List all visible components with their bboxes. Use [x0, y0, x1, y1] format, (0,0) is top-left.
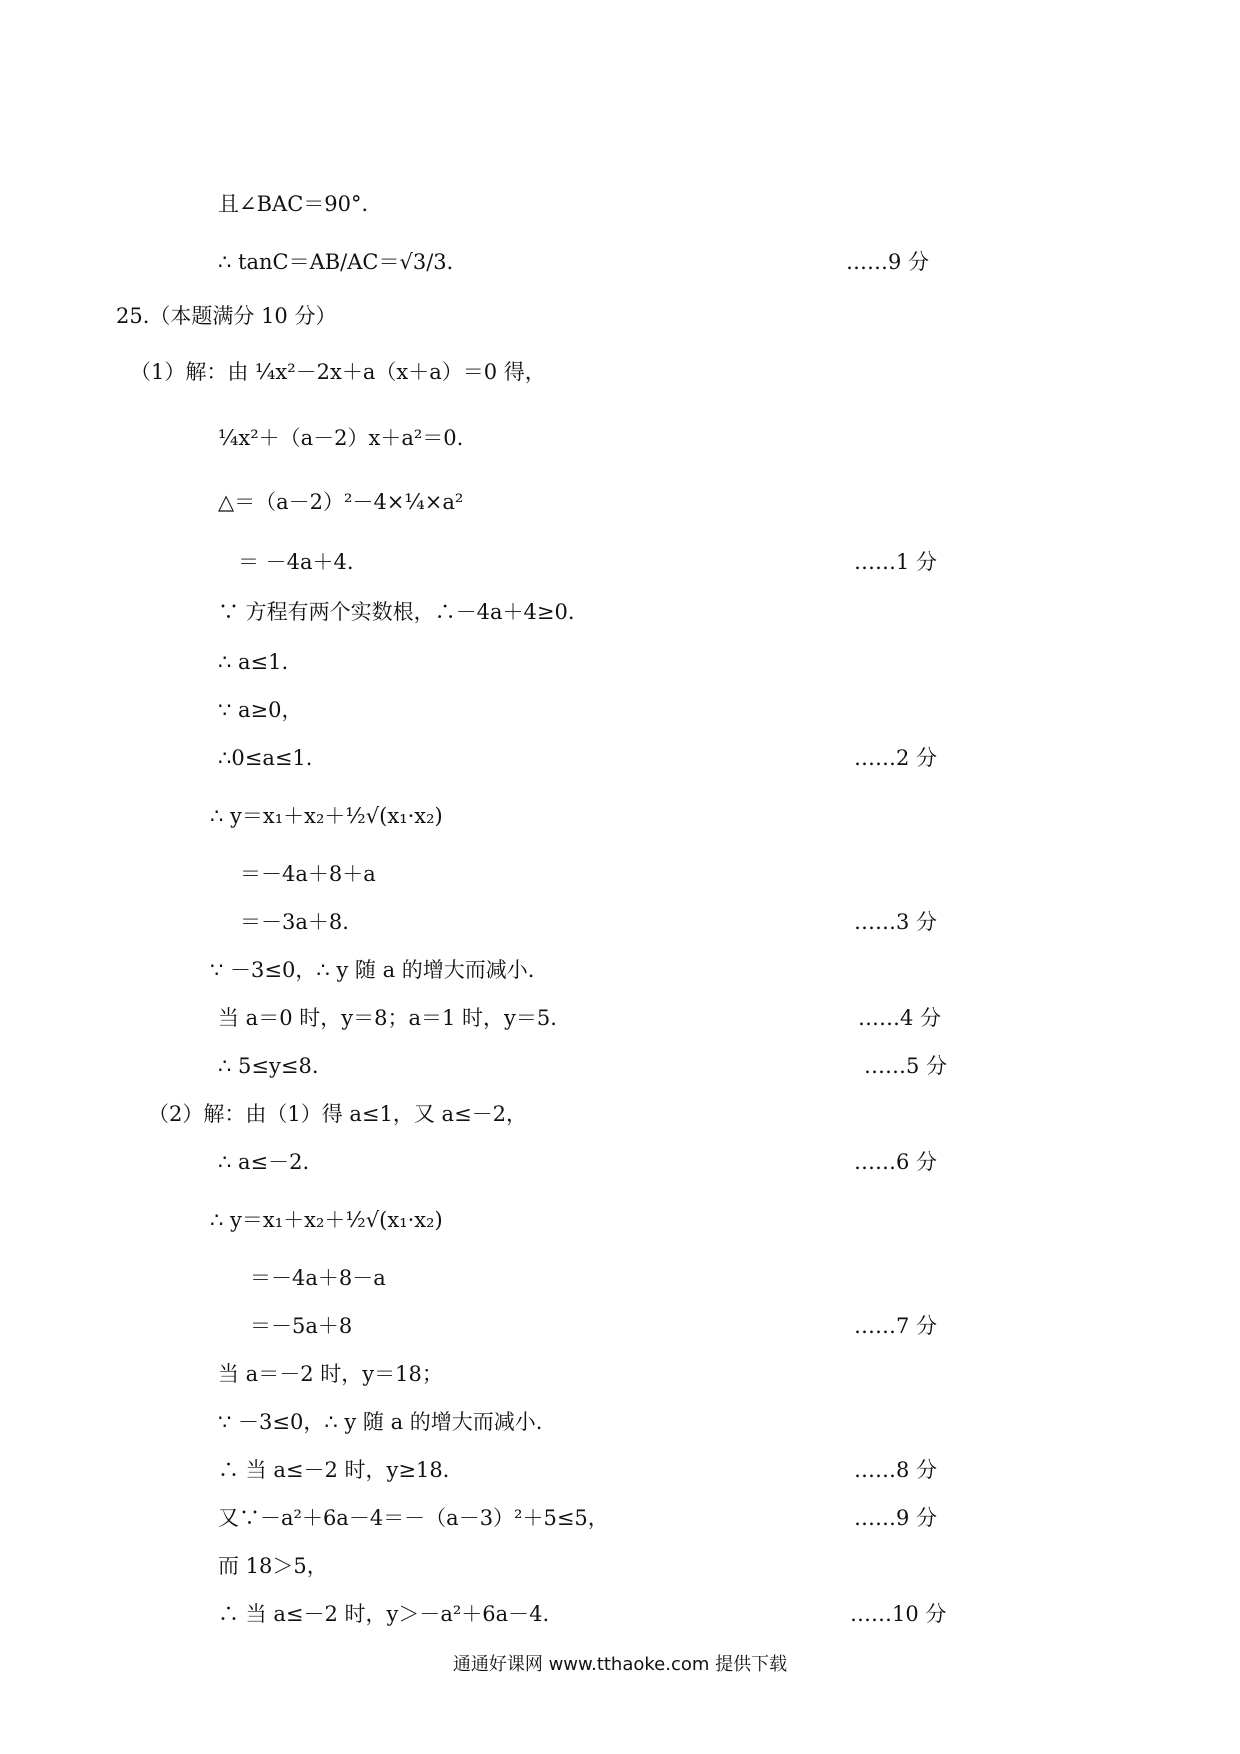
- line-20: ∴ y＝x₁＋x₂＋½√(x₁·x₂): [210, 1208, 443, 1232]
- score-7: ……7 分: [854, 1314, 938, 1338]
- part2-start: （2）解：由（1）得 a≤1，又 a≤－2，: [148, 1102, 528, 1126]
- line-19: ∴ a≤－2.: [218, 1150, 310, 1174]
- part1-start: （1）解：由 ¼x²－2x＋a（x＋a）＝0 得，: [130, 360, 546, 384]
- line-14: ＝－3a＋8.: [240, 910, 349, 934]
- score-2: ……2 分: [854, 746, 938, 770]
- line-10: ∵ a≥0，: [218, 698, 303, 722]
- line-23: 当 a＝－2 时，y＝18；: [218, 1362, 443, 1386]
- line-8: ∵ 方程有两个实数根，∴－4a＋4≥0.: [218, 600, 575, 624]
- line-27: 而 18＞5，: [218, 1554, 328, 1578]
- score-9b: ……9 分: [854, 1506, 938, 1530]
- line-28: ∴ 当 a≤－2 时，y＞－a²＋6a－4.: [218, 1602, 550, 1626]
- line-6: △＝（a－2）²－4×¼×a²: [218, 490, 464, 514]
- score-9: ……9 分: [846, 250, 930, 274]
- line-24: ∵ －3≤0，∴ y 随 a 的增大而减小.: [218, 1410, 543, 1434]
- score-5: ……5 分: [864, 1054, 948, 1078]
- score-6: ……6 分: [854, 1150, 938, 1174]
- score-10: ……10 分: [850, 1602, 947, 1626]
- line-21: ＝－4a＋8－a: [250, 1266, 386, 1290]
- line-16: 当 a＝0 时，y＝8；a＝1 时，y＝5.: [218, 1006, 557, 1030]
- score-4: ……4 分: [858, 1006, 942, 1030]
- line-12: ∴ y＝x₁＋x₂＋½√(x₁·x₂): [210, 804, 443, 828]
- line-26: 又∵－a²＋6a－4＝－（a－3）²＋5≤5，: [218, 1506, 609, 1530]
- line-13: ＝－4a＋8＋a: [240, 862, 376, 886]
- footer-note: 通通好课网 www.tthaoke.com 提供下载: [452, 1654, 788, 1675]
- line-9: ∴ a≤1.: [218, 650, 289, 674]
- score-3: ……3 分: [854, 910, 938, 934]
- line-17: ∴ 5≤y≤8.: [218, 1054, 319, 1078]
- line-15: ∵ －3≤0，∴ y 随 a 的增大而减小.: [210, 958, 535, 982]
- line-11: ∴0≤a≤1.: [218, 746, 313, 770]
- line-5: ¼x²＋（a－2）x＋a²＝0.: [218, 426, 464, 450]
- line-1: 且∠BAC＝90°．: [218, 192, 383, 216]
- line-7: ＝ －4a＋4.: [238, 550, 354, 574]
- score-8: ……8 分: [854, 1458, 938, 1482]
- line-2: ∴ tanC＝AB/AC＝√3/3．: [218, 250, 468, 274]
- score-1: ……1 分: [854, 550, 938, 574]
- section-heading: 25.（本题满分 10 分）: [116, 304, 337, 328]
- line-25: ∴ 当 a≤－2 时，y≥18.: [218, 1458, 450, 1482]
- line-22: ＝－5a＋8: [250, 1314, 353, 1338]
